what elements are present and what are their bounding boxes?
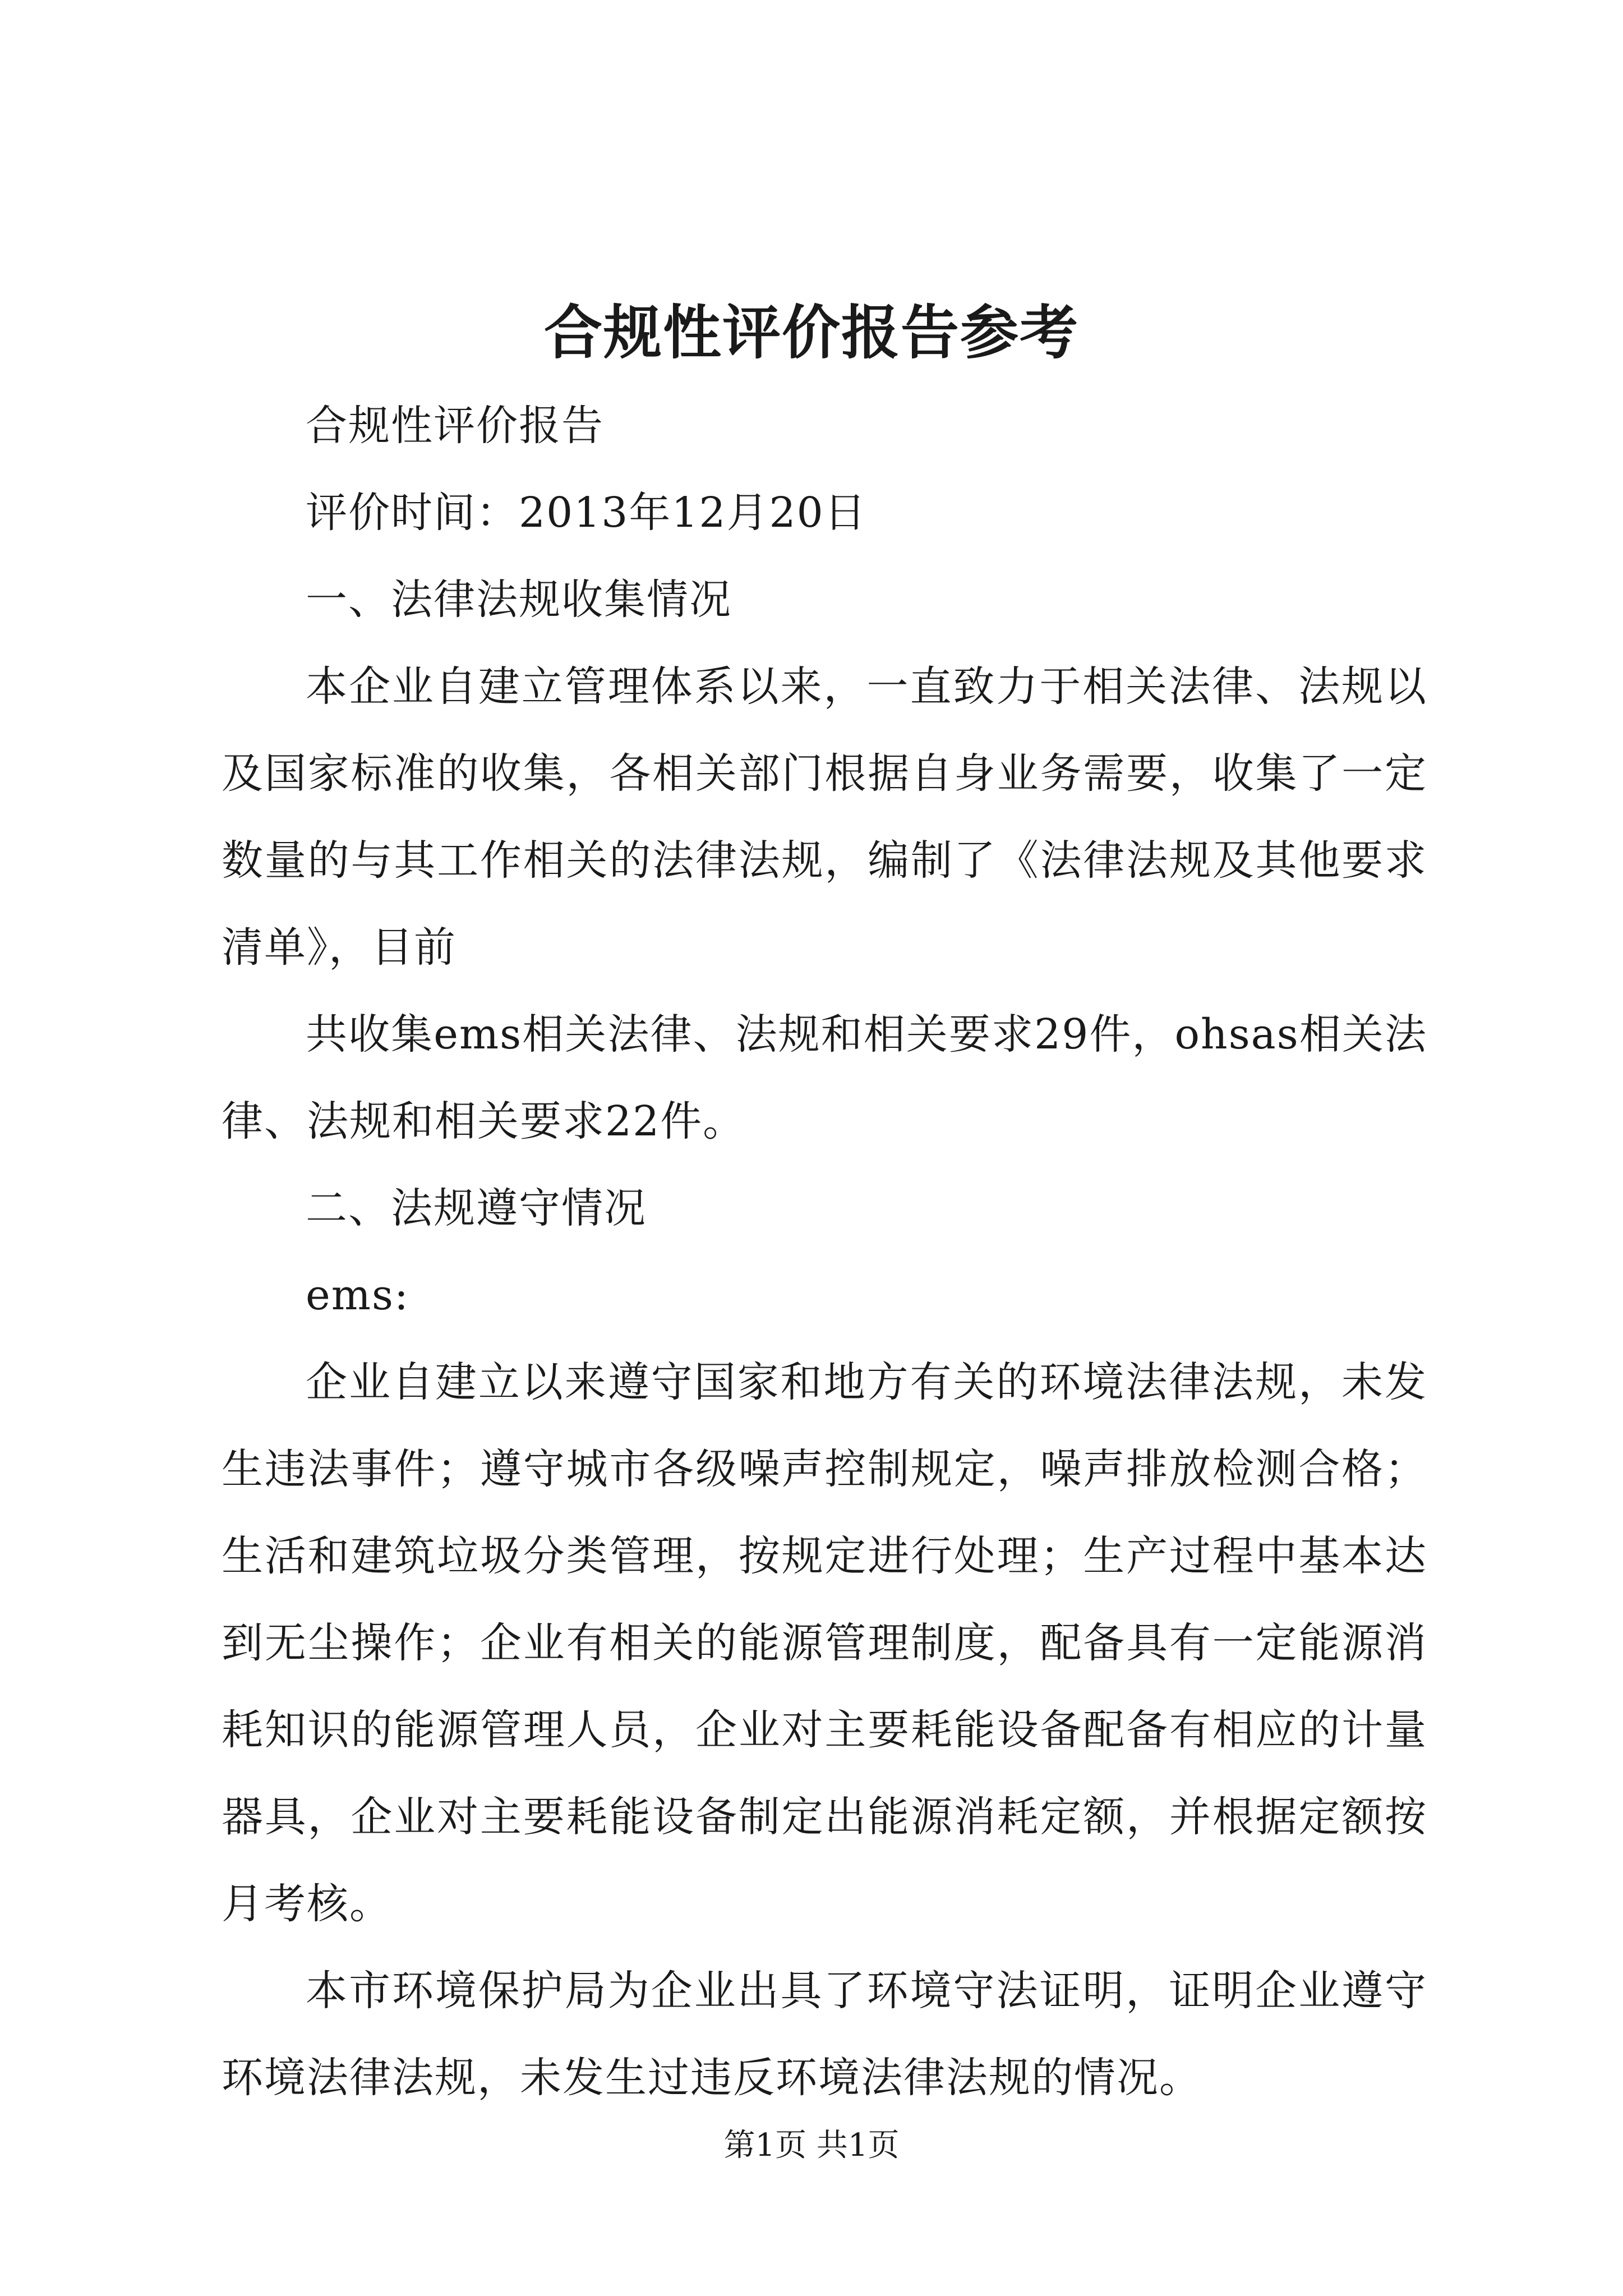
paragraph-collection-intro: 本企业自建立管理体系以来，一直致力于相关法律、法规以及国家标准的收集，各相关部门根据自身业务需要，收集了一定数量的与其工作相关的法律法规，编制了《法律法规及其他要求清单》，目前 bbox=[222, 662, 1427, 972]
section-heading-compliance: 二、法规遵守情况 bbox=[306, 1184, 647, 1232]
page-number-footer: 第1页 共1页 bbox=[723, 2127, 900, 2164]
paragraph-report-heading: 合规性评价报告 bbox=[306, 402, 604, 450]
paragraph-certificate: 本市环境保护局为企业出具了环境守法证明，证明企业遵守环境法律法规，未发生过违反环境法律法规的情况。 bbox=[222, 1967, 1427, 2102]
document-body bbox=[222, 383, 1427, 2122]
paragraph-ems-compliance: 企业自建立以来遵守国家和地方有关的环境法律法规，未发生违法事件；遵守城市各级噪声控制规定，噪声排放检测合格；生活和建筑垃圾分类管理，按规定进行处理；生产过程中基本达到无尘操作；企业有相关的能源管理制度，配备具有一定能源消耗知识的能源管理人员，企业对主要耗能设备配备有相应的计量器具，企业对主要耗能设备制定出能源消耗定额，并根据定额按月考核。 bbox=[222, 1358, 1427, 1928]
paragraph-ems-label: ems: bbox=[306, 1271, 409, 1319]
paragraph-collection-count: 共收集ems相关法律、法规和相关要求29件，ohsas相关法律、法规和相关要求22件。 bbox=[222, 1010, 1427, 1145]
section-heading-collection: 一、法律法规收集情况 bbox=[306, 576, 732, 624]
document-title: 合规性评价报告参考 bbox=[543, 298, 1079, 367]
paragraph-evaluation-date: 评价时间：2013年12月20日 bbox=[306, 489, 867, 537]
